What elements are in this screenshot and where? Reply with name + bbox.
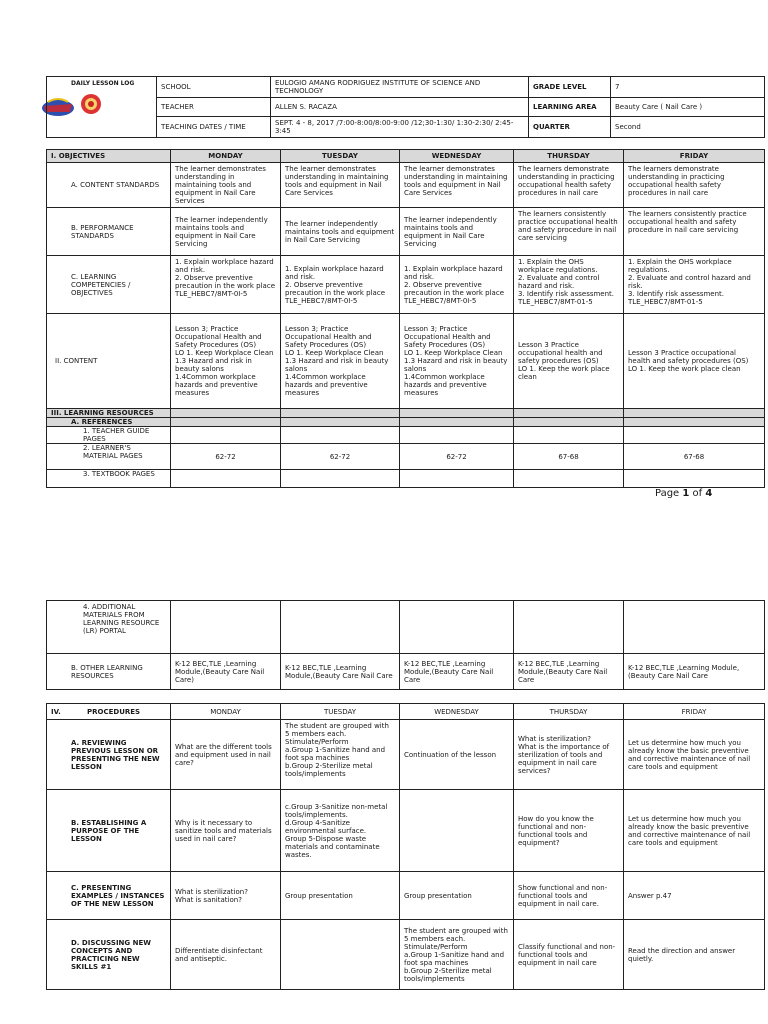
table-cell: Differentiate disinfectant and antiseptic. (171, 920, 281, 990)
table-cell: K-12 BEC,TLE ,Learning Module,(Beauty Care Nail Care (624, 654, 765, 690)
school-value: EULOGIO AMANG RODRIGUEZ INSTITUTE OF SCIENCE AND TECHNOLOGY (271, 77, 529, 98)
table-cell (400, 790, 514, 872)
competencies-label: C. LEARNING COMPETENCIES / OBJECTIVES (47, 256, 171, 314)
table-cell: Lesson 3; Practice Occupational Health and Safety Procedures (OS) LO 1. Keep Workplace Clean 1.3 Hazard and risk in beauty salons 1.4Common workplace hazards and preventive measures (281, 314, 400, 409)
table-cell: 62-72 (171, 444, 281, 470)
log-title-cell (47, 77, 157, 138)
school-label: SCHOOL (157, 77, 271, 98)
teacher-label: TEACHER (157, 98, 271, 117)
content-label: II. CONTENT (47, 314, 171, 409)
references-label: A. REFERENCES (47, 418, 171, 427)
table-cell (281, 920, 400, 990)
day-thursday: THURSDAY (514, 150, 624, 163)
table-cell: 1. Explain workplace hazard and risk. 2. Observe preventive precaution in the work place TLE_HEBC7/8MT-0I-5 (281, 256, 400, 314)
content-standards-row (47, 163, 765, 208)
table-cell: c.Group 3-Sanitize non-metal tools/implements. d.Group 4-Sanitize environmental surface. Group 5-Dispose waste materials and contaminate wastes. (281, 790, 400, 872)
table-cell: 62-72 (281, 444, 400, 470)
table-cell: 1. Explain workplace hazard and risk. 2. Observe preventive precaution in the work place TLE_HEBC7/8MT-0I-5 (400, 256, 514, 314)
review-row (47, 720, 765, 790)
review-label: A. REVIEWING PREVIOUS LESSON OR PRESENTING THE NEW LESSON (47, 720, 171, 790)
day-monday: MONDAY (171, 704, 281, 720)
table-cell: Lesson 3 Practice occupational health and safety procedures (OS) LO 1. Keep the work place clean (514, 314, 624, 409)
performance-standards-row (47, 208, 765, 256)
table-cell: The learners demonstrate understanding in practicing occupational health safety procedures in nail care (624, 163, 765, 208)
table-cell: The learners consistently practice occupational health and safety procedure in nail care servicing (514, 208, 624, 256)
table-cell: 67-68 (624, 444, 765, 470)
grade-value: 7 (611, 77, 765, 98)
content-row (47, 314, 765, 409)
purpose-row (47, 790, 765, 872)
competencies-row (47, 256, 765, 314)
table-cell: The student are grouped with 5 members each. Stimulate/Perform a.Group 1-Sanitize hand and foot spa machines b.Group 2-Sterilize metal tools/implements (281, 720, 400, 790)
day-wednesday: WEDNESDAY (400, 150, 514, 163)
learner-material-row (47, 444, 765, 470)
textbook-row (47, 470, 765, 488)
table-cell: The student are grouped with 5 members each. Stimulate/Perform a.Group 1-Sanitize hand and foot spa machines b.Group 2-Sterilize metal tools/implements (400, 920, 514, 990)
table-cell: Read the direction and answer quietly. (624, 920, 765, 990)
references-row (47, 418, 765, 427)
purpose-label: B. ESTABLISHING A PURPOSE OF THE LESSON (47, 790, 171, 872)
resources-table (46, 600, 765, 690)
table-cell: K-12 BEC,TLE ,Learning Module,(Beauty Care Nail Care (400, 654, 514, 690)
table-cell: The learner independently maintains tools and equipment in Nail Care Servicing (400, 208, 514, 256)
additional-materials-label: 4. ADDITIONAL MATERIALS FROM LEARNING RESOURCE (LR) PORTAL (47, 601, 171, 654)
procedures-table (46, 703, 765, 990)
learner-material-label: 2. LEARNER'S MATERIAL PAGES (47, 444, 171, 470)
table-cell: Lesson 3; Practice Occupational Health and Safety Procedures (OS) LO 1. Keep Workplace Clean 1.3 Hazard and risk in beauty salons 1.4Common workplace hazards and preventive measures (400, 314, 514, 409)
table-cell: Why is it necessary to sanitize tools and materials used in nail care? (171, 790, 281, 872)
table-cell: The learner demonstrates understanding in maintaining tools and equipment in Nail Care Services (171, 163, 281, 208)
day-friday: FRIDAY (624, 704, 765, 720)
table-cell: The learners demonstrate understanding in practicing occupational health safety procedures in nail care (514, 163, 624, 208)
day-tuesday: TUESDAY (281, 704, 400, 720)
objectives-heading: I. OBJECTIVES (47, 150, 171, 163)
content-standards-label: A. CONTENT STANDARDS (47, 163, 171, 208)
procedures-heading: IV. PROCEDURES (47, 704, 171, 720)
table-cell: The learners consistently practice occupational health and safety procedure in nail care servicing (624, 208, 765, 256)
performance-standards-label: B. PERFORMANCE STANDARDS (47, 208, 171, 256)
textbook-label: 3. TEXTBOOK PAGES (47, 470, 171, 488)
table-cell: The learner demonstrates understanding in maintaining tools and equipment in Nail Care Services (281, 163, 400, 208)
discussing-label: D. DISCUSSING NEW CONCEPTS AND PRACTICING NEW SKILLS #1 (47, 920, 171, 990)
area-value: Beauty Care ( Nail Care ) (611, 98, 765, 117)
day-tuesday: TUESDAY (281, 150, 400, 163)
area-label: LEARNING AREA (529, 98, 611, 117)
dates-label: TEACHING DATES / TIME (157, 117, 271, 138)
other-resources-label: B. OTHER LEARNING RESOURCES (47, 654, 171, 690)
day-thursday: THURSDAY (514, 704, 624, 720)
additional-materials-row (47, 601, 765, 654)
table-cell: 1. Explain workplace hazard and risk. 2. Observe preventive precaution in the work place TLE_HEBC7/8MT-0I-5 (171, 256, 281, 314)
presenting-row (47, 872, 765, 920)
table-cell: 1. Explain the OHS workplace regulations. 2. Evaluate and control hazard and risk. 3. Identify risk assessment. TLE_HEBC7/8MT-01-5 (624, 256, 765, 314)
table-cell: 1. Explain the OHS workplace regulations. 2. Evaluate and control hazard and risk. 3. Identify risk assessment. TLE_HEBC7/8MT-01-5 (514, 256, 624, 314)
other-resources-row (47, 654, 765, 690)
table-cell: Lesson 3; Practice Occupational Health and Safety Procedures (OS) LO 1. Keep Workplace Clean 1.3 Hazard and risk in beauty salons 1.4Common workplace hazards and preventive measures (171, 314, 281, 409)
table-cell: The learner independently maintains tools and equipment in Nail Care Servicing (171, 208, 281, 256)
day-header-row (47, 150, 765, 163)
discussing-row (47, 920, 765, 990)
table-cell: The learner demonstrates understanding in maintaining tools and equipment in Nail Care Services (400, 163, 514, 208)
procedures-label: PROCEDURES (87, 707, 141, 716)
table-cell: K-12 BEC,TLE ,Learning Module,(Beauty Care Nail Care (281, 654, 400, 690)
teacher-value: ALLEN S. RACAZA (271, 98, 529, 117)
table-cell: Let us determine how much you already know the basic preventive and corrective maintenance of nail care tools and equipment (624, 790, 765, 872)
day-monday: MONDAY (171, 150, 281, 163)
quarter-value: Second (611, 117, 765, 138)
grade-label: GRADE LEVEL (529, 77, 611, 98)
table-cell: Show functional and non-functional tools and equipment in nail care. (514, 872, 624, 920)
teacher-guide-row (47, 427, 765, 444)
day-friday: FRIDAY (624, 150, 765, 163)
table-cell: Group presentation (281, 872, 400, 920)
table-cell: Answer p.47 (624, 872, 765, 920)
objectives-table (46, 149, 765, 488)
dates-value: SEPT. 4 - 8, 2017 /7:00-8:00/8:00-9:00 /12;30-1:30/ 1:30-2:30/ 2:45-3:45 (271, 117, 529, 138)
log-title: DAILY LESSON LOG (71, 80, 135, 87)
table-cell: Lesson 3 Practice occupational health and safety procedures (OS) LO 1. Keep the work place clean (624, 314, 765, 409)
table-cell: Classify functional and non-functional tools and equipment in nail care (514, 920, 624, 990)
table-cell: K-12 BEC,TLE ,Learning Module,(Beauty Care Nail Care) (171, 654, 281, 690)
table-cell: What are the different tools and equipment used in nail care? (171, 720, 281, 790)
resources-label: III. LEARNING RESOURCES (47, 409, 171, 418)
procedures-header-row (47, 704, 765, 720)
table-cell: K-12 BEC,TLE ,Learning Module,(Beauty Care Nail Care (514, 654, 624, 690)
table-cell: How do you know the functional and non-functional tools and equipment? (514, 790, 624, 872)
day-wednesday: WEDNESDAY (400, 704, 514, 720)
table-cell: What is sterilization? What is sanitation? (171, 872, 281, 920)
table-cell: Group presentation (400, 872, 514, 920)
presenting-label: C. PRESENTING EXAMPLES / INSTANCES OF THE NEW LESSON (47, 872, 171, 920)
table-cell: What is sterilization? What is the importance of sterilization of tools and equipment in nail care services? (514, 720, 624, 790)
table-cell: 62-72 (400, 444, 514, 470)
table-cell: Continuation of the lesson (400, 720, 514, 790)
quarter-label: QUARTER (529, 117, 611, 138)
header-table (46, 76, 765, 138)
resources-row (47, 409, 765, 418)
table-cell: 67-68 (514, 444, 624, 470)
table-cell: The learner independently maintains tools and equipment in Nail Care Servicing (281, 208, 400, 256)
teacher-guide-label: 1. TEACHER GUIDE PAGES (47, 427, 171, 444)
table-cell: Let us determine how much you already know the basic preventive and corrective maintenance of nail care tools and equipment (624, 720, 765, 790)
page-number: Page 1 of 4 (655, 488, 713, 499)
